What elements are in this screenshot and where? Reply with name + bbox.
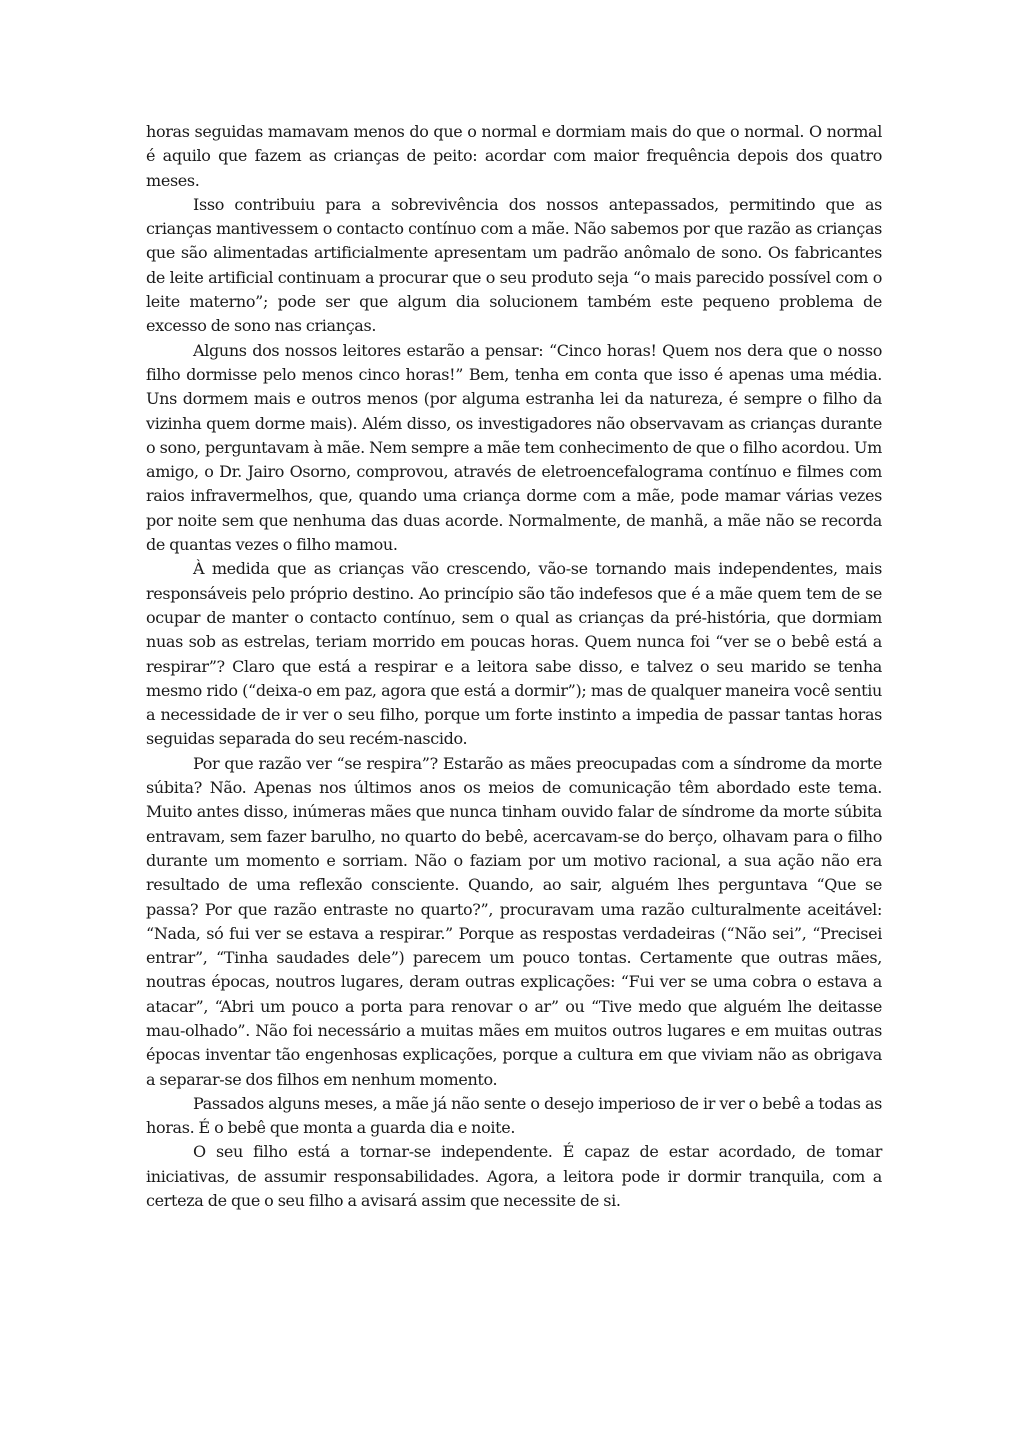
paragraph: O seu filho está a tornar-se independente. É capaz de estar acordado, de tomar iniciativas, de assumir responsabilidades. Agora, a leitora pode ir dormir tranquila, com a certeza de que o seu filho a avisará assim que necessite de si. [146,1142,882,1211]
paragraph: Isso contribuiu para a sobrevivência dos nossos antepassados, permitindo que as crianças mantivessem o contacto contínuo com a mãe. Não sabemos por que razão as crianças que são alimentadas artificialmente apresentam um padrão anômalo de sono. Os fabricantes de leite artificial continuam a procurar que o seu produto seja “o mais parecido possível com o leite materno”; pode ser que algum dia solucionem também este pequeno problema de excesso de sono nas crianças. [146,194,882,336]
document-page [146,120,882,1213]
paragraph: horas seguidas mamavam menos do que o normal e dormiam mais do que o normal. O normal é aquilo que fazem as crianças de peito: acordar com maior frequência depois dos quatro meses. [146,122,882,190]
paragraph: Por que razão ver “se respira”? Estarão as mães preocupadas com a síndrome da morte súbita? Não. Apenas nos últimos anos os meios de comunicação têm abordado este tema. Muito antes disso, inúmeras mães que nunca tinham ouvido falar de síndrome da morte súbita entravam, sem fazer barulho, no quarto do bebê, acercavam-se do berço, olhavam para o filho durante um momento e sorriam. Não o faziam por um motivo racional, a sua ação não era resultado de uma reflexão consciente. Quando, ao sair, alguém lhes perguntava “Que se passa? Por que razão entraste no quarto?”, procuravam uma razão culturalmente aceitável: “Nada, só fui ver se estava a respirar.” Porque as respostas verdadeiras (“Não sei”, “Precisei entrar”, “Tinha saudades dele”) parecem um pouco tontas. Certamente que outras mães, noutras épocas, noutros lugares, deram outras explicações: “Fui ver se uma cobra o estava a atacar”, “Abri um pouco a porta para renovar o ar” ou “Tive medo que alguém lhe deitasse mau-olhado”. Não foi necessário a muitas mães em muitos outros lugares e em muitas outras épocas inventar tão engenhosas explicações, porque a cultura em que viviam não as obrigava a separar-se dos filhos em nenhum momento. [146,753,882,1089]
paragraph: Alguns dos nossos leitores estarão a pensar: “Cinco horas! Quem nos dera que o nosso filho dormisse pelo menos cinco horas!” Bem, tenha em conta que isso é apenas uma média. Uns dormem mais e outros menos (por alguma estranha lei da natureza, é sempre o filho da vizinha quem dorme mais). Além disso, os investigadores não observavam as crianças durante o sono, perguntavam à mãe. Nem sempre a mãe tem conhecimento de que o filho acordou. Um amigo, o Dr. Jairo Osorno, comprovou, através de eletroencefalograma contínuo e filmes com raios infravermelhos, que, quando uma criança dorme com a mãe, pode mamar várias vezes por noite sem que nenhuma das duas acorde. Normalmente, de manhã, a mãe não se recorda de quantas vezes o filho mamou. [146,340,882,555]
paragraph: À medida que as crianças vão crescendo, vão-se tornando mais independentes, mais responsáveis pelo próprio destino. Ao princípio são tão indefesos que é a mãe quem tem de se ocupar de manter o contacto contínuo, sem o qual as crianças da pré-história, que dormiam nuas sob as estrelas, teriam morrido em poucas horas. Quem nunca foi “ver se o bebê está a respirar”? Claro que está a respirar e a leitora sabe disso, e talvez o seu marido se tenha mesmo rido (“deixa-o em paz, agora que está a dormir”); mas de qualquer maneira você sentiu a necessidade de ir ver o seu filho, porque um forte instinto a impedia de passar tantas horas seguidas separada do seu recém-nascido. [146,559,882,749]
paragraph: Passados alguns meses, a mãe já não sente o desejo imperioso de ir ver o bebê a todas as horas. É o bebê que monta a guarda dia e noite. [146,1093,882,1138]
